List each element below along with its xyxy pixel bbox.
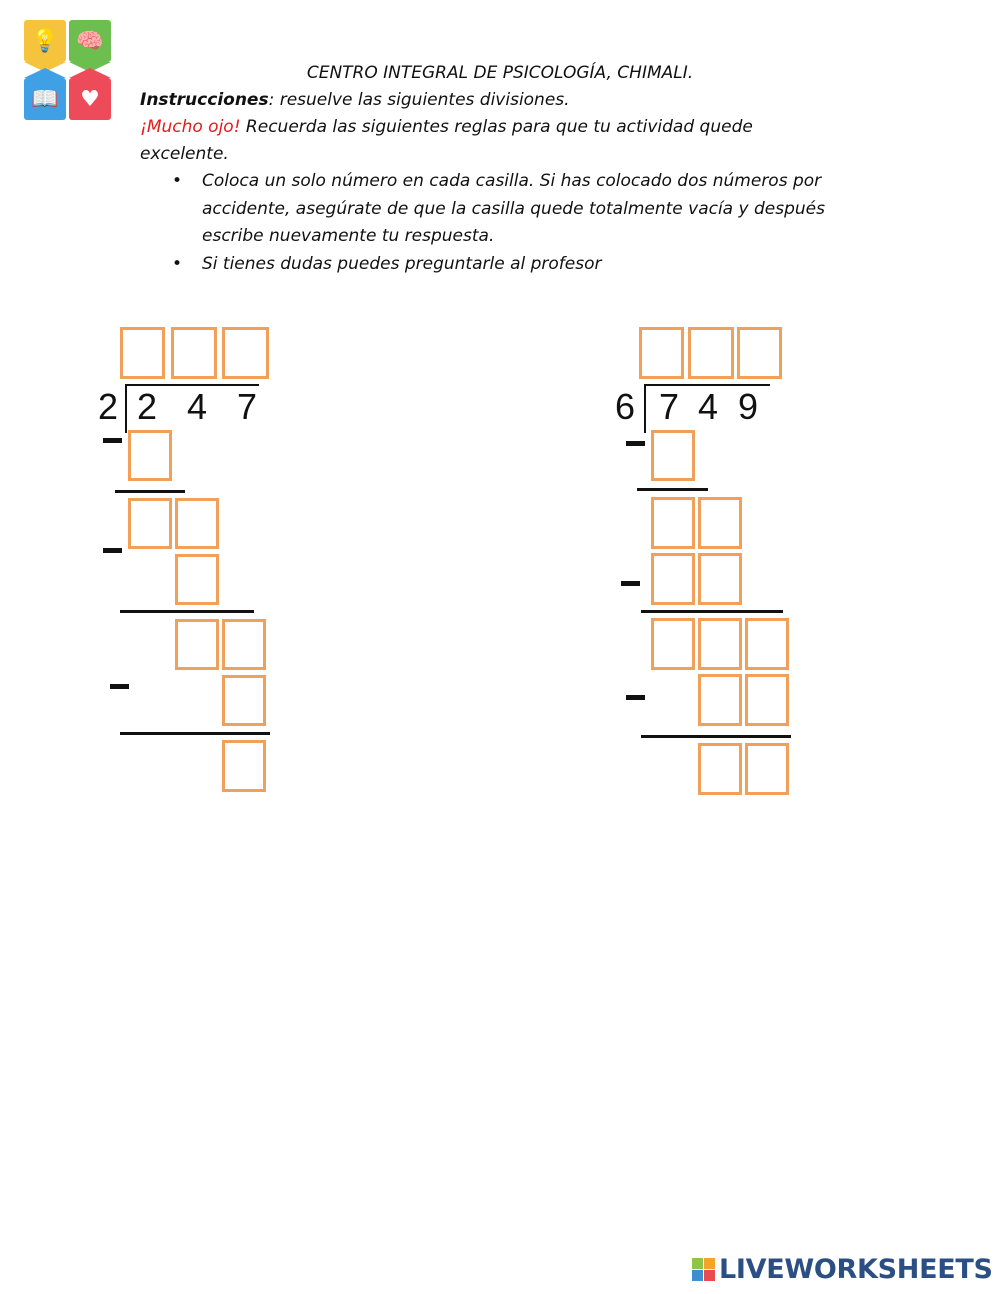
- quotient-box[interactable]: [222, 327, 269, 379]
- answer-box[interactable]: [128, 430, 172, 481]
- rule-item: • Si tienes dudas puedes preguntarle al profesor: [172, 251, 862, 279]
- instructions-text: : resuelve las siguientes divisiones.: [268, 90, 570, 110]
- dividend-digit: 7: [659, 386, 680, 427]
- warning: [140, 114, 820, 168]
- footer-brand-text: LIVEWORKSHEETS: [719, 1254, 993, 1285]
- answer-box[interactable]: [698, 553, 742, 605]
- book-icon: 📖: [24, 78, 66, 120]
- warning-text: Recuerda las siguientes reglas para que tu actividad quede excelente.: [140, 117, 753, 164]
- subtraction-line: [120, 732, 270, 735]
- subtraction-line: [120, 610, 254, 613]
- answer-box[interactable]: [651, 553, 695, 605]
- instructions-label: Instrucciones: [140, 90, 269, 110]
- answer-box[interactable]: [745, 674, 789, 726]
- answer-box[interactable]: [698, 618, 742, 670]
- divisor: 6: [615, 386, 636, 427]
- dividend-digit: 2: [137, 386, 158, 427]
- dividend-digit: 4: [187, 386, 208, 427]
- answer-box[interactable]: [651, 618, 695, 670]
- quotient-box[interactable]: [171, 327, 217, 379]
- answer-box[interactable]: [698, 674, 742, 726]
- instructions: [140, 87, 570, 114]
- remainder-box[interactable]: [745, 743, 789, 795]
- lightbulb-icon: 💡: [24, 20, 66, 62]
- quotient-box[interactable]: [737, 327, 782, 379]
- rules-list: [172, 168, 862, 278]
- rule-item: • Coloca un solo número en cada casilla. Si has colocado dos números por accidente, asegúrate de que la casilla quede totalmente vacía y después escribe nuevamente tu respuesta.: [172, 168, 862, 251]
- subtraction-line: [115, 490, 185, 493]
- answer-box[interactable]: [745, 618, 789, 670]
- division-bracket-vertical: [125, 385, 127, 433]
- answer-box[interactable]: [175, 554, 219, 605]
- brain-icon: 🧠: [69, 20, 111, 62]
- minus-sign: [626, 695, 645, 700]
- answer-box[interactable]: [222, 675, 266, 726]
- quotient-box[interactable]: [639, 327, 684, 379]
- answer-box[interactable]: [175, 619, 219, 670]
- divisor: 2: [98, 386, 119, 427]
- answer-box[interactable]: [175, 498, 219, 549]
- quotient-box[interactable]: [688, 327, 734, 379]
- answer-box[interactable]: [698, 497, 742, 549]
- remainder-box[interactable]: [698, 743, 742, 795]
- answer-box[interactable]: [128, 498, 172, 549]
- warning-label: ¡Mucho ojo!: [140, 117, 241, 137]
- minus-sign: [110, 684, 129, 689]
- page-title: CENTRO INTEGRAL DE PSICOLOGÍA, CHIMALI.: [306, 63, 694, 83]
- answer-box[interactable]: [651, 497, 695, 549]
- minus-sign: [621, 581, 640, 586]
- liveworksheets-logo-icon: [692, 1258, 716, 1282]
- answer-box[interactable]: [651, 430, 695, 481]
- dividend-digit: 9: [738, 386, 759, 427]
- division-bracket-vertical: [644, 385, 646, 433]
- dividend-digit: 4: [698, 386, 719, 427]
- minus-sign: [103, 438, 122, 443]
- dividend-digit: 7: [237, 386, 258, 427]
- minus-sign: [626, 441, 645, 446]
- answer-box[interactable]: [222, 619, 266, 670]
- remainder-box[interactable]: [222, 740, 266, 792]
- minus-sign: [103, 548, 122, 553]
- heart-icon: ♥: [69, 78, 111, 120]
- subtraction-line: [641, 735, 791, 738]
- subtraction-line: [637, 488, 708, 491]
- subtraction-line: [641, 610, 783, 613]
- footer-brand: [692, 1254, 993, 1285]
- quotient-box[interactable]: [120, 327, 165, 379]
